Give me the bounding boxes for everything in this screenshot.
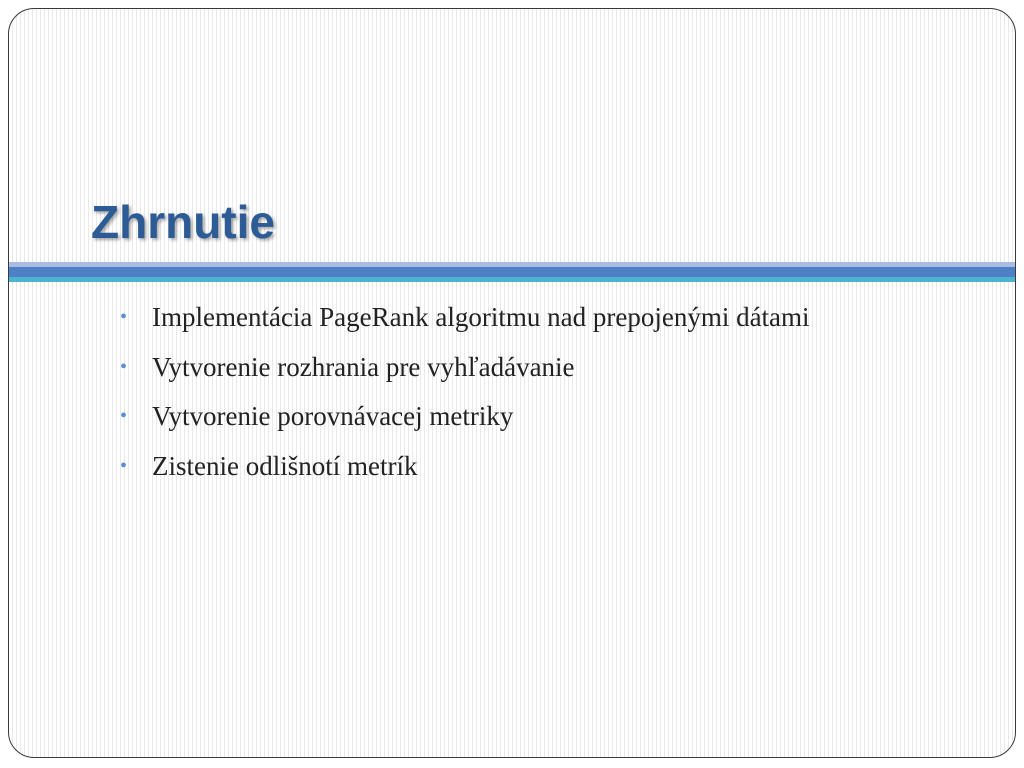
bullet-text: Implementácia PageRank algoritmu nad prepojenými dátami: [152, 302, 810, 332]
slide-title: Zhrnutie: [91, 196, 275, 248]
divider-band-mid: [9, 267, 1015, 277]
bullet-text: Zistenie odlišnotí metrík: [152, 450, 418, 481]
bullet-list: [113, 299, 810, 497]
slide: [8, 8, 1016, 758]
bullet-icon: •: [120, 405, 128, 427]
bullet-text: Vytvorenie rozhrania pre vyhľadávanie: [152, 351, 575, 382]
bullet-item: [113, 448, 810, 498]
divider-band-teal: [9, 277, 1015, 282]
bullet-item: [113, 398, 810, 448]
bullet-icon: •: [120, 355, 128, 378]
bullet-icon: •: [120, 454, 128, 477]
bullet-item: [113, 349, 810, 399]
bullet-text: Vytvorenie porovnávacej metriky: [152, 401, 514, 431]
bullet-item: [113, 299, 810, 349]
title-divider: [9, 262, 1015, 284]
bullet-icon: •: [120, 306, 128, 328]
